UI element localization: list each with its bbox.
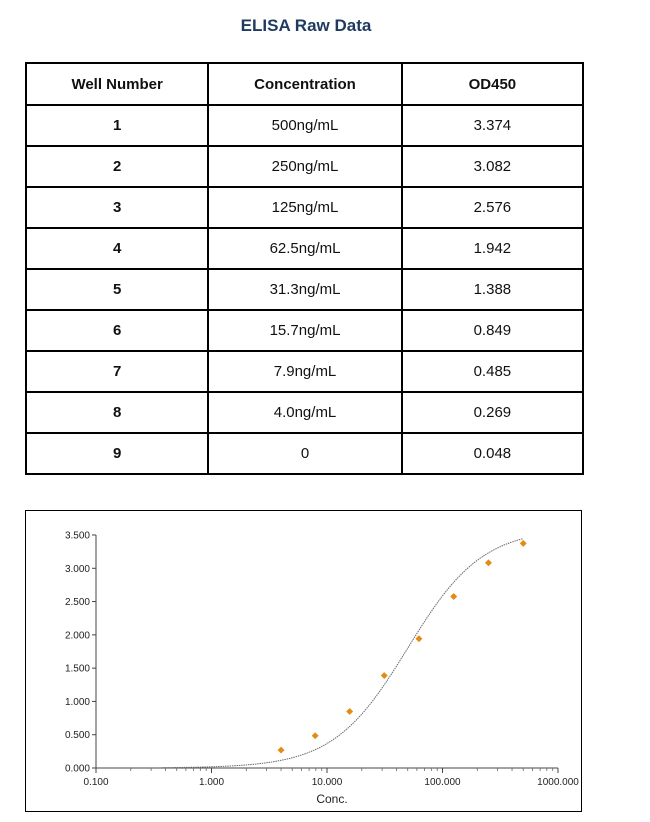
cell-od450: 1.388 <box>402 269 583 310</box>
cell-well-number: 8 <box>26 392 208 433</box>
standard-curve-chart <box>25 510 582 812</box>
y-tick-label: 0.000 <box>64 763 90 775</box>
x-tick-label: 1.000 <box>198 777 225 788</box>
table-header-row <box>26 63 583 105</box>
x-tick-label: 10.000 <box>311 777 343 788</box>
cell-concentration: 250ng/mL <box>208 146 401 187</box>
x-axis-label: Conc. <box>316 792 348 806</box>
table-row <box>26 187 583 228</box>
table-row <box>26 433 583 474</box>
cell-concentration: 4.0ng/mL <box>208 392 401 433</box>
y-tick-label: 3.000 <box>64 563 90 575</box>
data-point <box>346 708 352 714</box>
cell-well-number: 9 <box>26 433 208 474</box>
x-tick-label: 1000.000 <box>537 777 579 788</box>
cell-od450: 0.269 <box>402 392 583 433</box>
table-row <box>26 228 583 269</box>
table-row <box>26 392 583 433</box>
header-well-number: Well Number <box>26 63 208 105</box>
data-point <box>520 540 526 546</box>
cell-od450: 0.849 <box>402 310 583 351</box>
data-point <box>381 672 387 678</box>
header-od450: OD450 <box>402 63 583 105</box>
cell-od450: 1.942 <box>402 228 583 269</box>
cell-well-number: 5 <box>26 269 208 310</box>
page-title: ELISA Raw Data <box>240 16 372 35</box>
cell-concentration: 125ng/mL <box>208 187 401 228</box>
cell-concentration: 7.9ng/mL <box>208 351 401 392</box>
data-point <box>450 593 456 599</box>
fit-curve <box>163 539 523 768</box>
table-row <box>26 146 583 187</box>
cell-concentration: 31.3ng/mL <box>208 269 401 310</box>
cell-od450: 3.082 <box>402 146 583 187</box>
cell-od450: 0.048 <box>402 433 583 474</box>
table-row <box>26 310 583 351</box>
data-point <box>312 733 318 739</box>
data-point <box>278 747 284 753</box>
table-row <box>26 105 583 146</box>
y-tick-label: 2.500 <box>64 597 90 609</box>
cell-concentration: 15.7ng/mL <box>208 310 401 351</box>
table-row <box>26 269 583 310</box>
x-tick-label: 0.100 <box>83 777 109 788</box>
y-tick-label: 0.500 <box>64 730 90 742</box>
data-point <box>416 636 422 642</box>
cell-well-number: 4 <box>26 228 208 269</box>
header-concentration: Concentration <box>208 63 401 105</box>
y-tick-label: 3.500 <box>64 530 90 542</box>
cell-well-number: 1 <box>26 105 208 146</box>
y-tick-label: 1.500 <box>64 663 90 675</box>
cell-well-number: 2 <box>26 146 208 187</box>
cell-well-number: 7 <box>26 351 208 392</box>
cell-well-number: 6 <box>26 310 208 351</box>
cell-concentration: 500ng/mL <box>208 105 401 146</box>
cell-od450: 0.485 <box>402 351 583 392</box>
elisa-data-table <box>25 62 584 475</box>
y-tick-label: 1.000 <box>64 696 90 708</box>
cell-well-number: 3 <box>26 187 208 228</box>
cell-od450: 2.576 <box>402 187 583 228</box>
chart-svg <box>26 511 583 813</box>
table-row <box>26 351 583 392</box>
cell-concentration: 62.5ng/mL <box>208 228 401 269</box>
data-point <box>485 560 491 566</box>
cell-concentration: 0 <box>208 433 401 474</box>
cell-od450: 3.374 <box>402 105 583 146</box>
x-tick-label: 100.000 <box>424 777 461 788</box>
y-tick-label: 2.000 <box>64 630 90 642</box>
